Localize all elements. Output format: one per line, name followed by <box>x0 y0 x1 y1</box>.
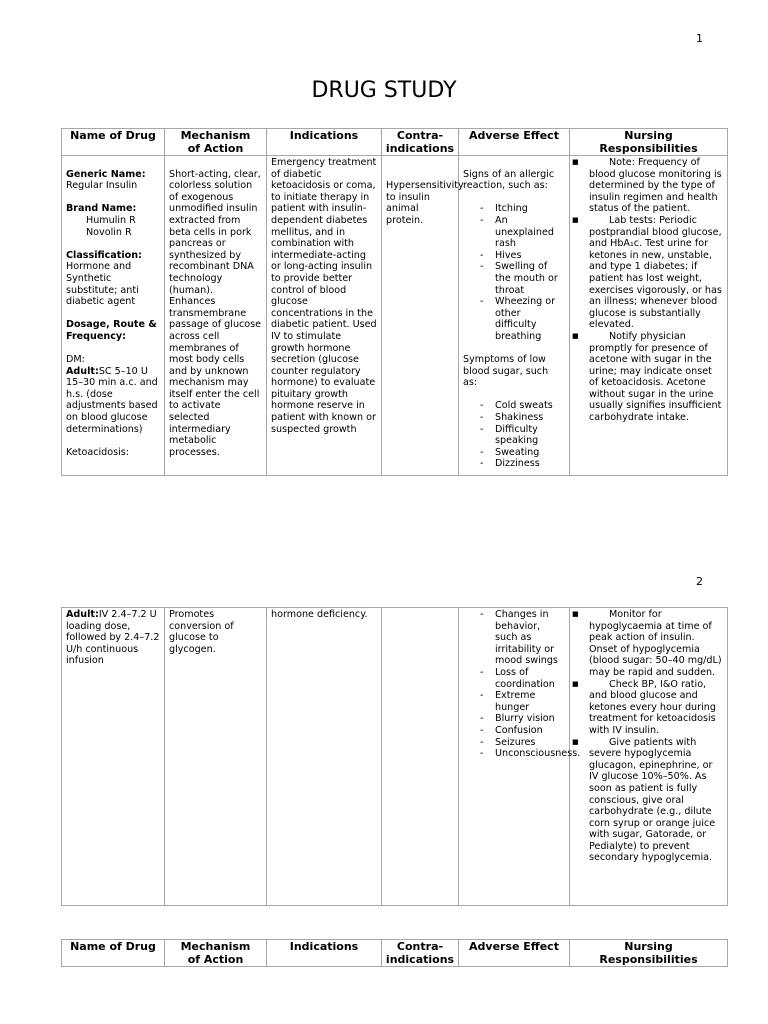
list-item: ■ Check BP, I&O ratio, and blood glucose and ketones every hour during treatment for ketoacidosis with IV insulin. <box>572 678 716 736</box>
generic-name-label: Generic Name: <box>66 168 146 180</box>
header-contraindications: Contra- indications <box>382 129 459 156</box>
page-number: 1 <box>696 32 703 45</box>
brand-name-label: Brand Name: <box>66 203 137 215</box>
list-item: - Itching <box>463 203 565 215</box>
bullet-icon: ■ <box>572 158 579 166</box>
list-item: - Loss of coordination <box>463 667 565 690</box>
cell-name-of-drug <box>62 608 165 906</box>
contraindications-text: Hypersensitivity to insulin animal protein. <box>386 180 464 226</box>
header-indications: Indications <box>267 129 382 156</box>
list-item: ■ Note: Frequency of blood glucose monitoring is determined by the type of insulin regimen and health status of the patient. <box>572 157 722 215</box>
list-item: - Seizures <box>463 737 565 749</box>
classification-value: Hormone and Synthetic substitute; anti diabetic agent <box>66 261 139 308</box>
list-item: ■ Give patients with severe hypoglycemia glucagon, epinephrine, or IV glucose 10%–50%. As soon as patient is fully conscious, give oral carbohydrate (e.g., dilute corn syrup or orange juice with sugar, Gatorade, or Pedialyte) to prevent secondary hypoglycemia. <box>572 736 716 864</box>
list-item: - Shakiness <box>463 412 565 424</box>
list-item: - Swelling of the mouth or throat <box>463 261 565 296</box>
header-adverse-effect: Adverse Effect <box>459 940 570 967</box>
cell-contraindications <box>382 156 464 476</box>
cell-mechanism <box>165 156 267 476</box>
drug-study-table-next <box>61 939 728 967</box>
list-item: - Changes in behavior, such as irritability or mood swings <box>463 609 565 667</box>
list-item: - An unexplained rash <box>463 215 565 250</box>
cell-indications <box>267 156 382 476</box>
bullet-icon: ■ <box>572 679 579 688</box>
adult-label: Adult: <box>66 365 99 377</box>
header-name-of-drug: Name of Drug <box>62 129 165 156</box>
generic-name-value: Regular Insulin <box>66 180 138 192</box>
indications-text: hormone deficiency. <box>271 609 368 620</box>
adult-label: Adult: <box>66 609 99 620</box>
header-indications: Indications <box>267 940 382 967</box>
mechanism-text: Promotes conversion of glucose to glycogen. <box>169 609 234 655</box>
adult-dose: SC 5–10 U 15–30 min a.c. and h.s. (dose adjustments based on blood glucose determinations) <box>66 365 158 435</box>
page-number: 2 <box>696 575 703 588</box>
list-item: - Extreme hunger <box>463 690 565 713</box>
page-title: DRUG STUDY <box>311 78 457 103</box>
brand-name-2: Novolin R <box>86 226 132 238</box>
header-mechanism: Mechanism of Action <box>165 940 267 967</box>
ketoacidosis-label: Ketoacidosis: <box>66 446 130 458</box>
header-adverse-effect: Adverse Effect <box>459 129 570 156</box>
list-item: - Difficulty speaking <box>463 424 565 447</box>
list-item: - Confusion <box>463 725 565 737</box>
header-nursing: Nursing Responsibilities <box>570 940 728 967</box>
cell-adverse-effect <box>459 608 581 906</box>
brand-name-1: Humulin R <box>86 214 136 226</box>
list-item: - Dizziness <box>463 458 565 470</box>
list-item: ■ Lab tests: Periodic postprandial blood glucose, and HbA₁c. Test urine for ketones in new, unstable, and type 1 diabetes; if patient has lost weight, exercises vigorously, or has an illness; whenever blood glucose is substantially elevated. <box>572 214 722 331</box>
adverse-low-sugar-list <box>463 400 565 470</box>
bullet-icon: ■ <box>572 215 579 224</box>
list-item: - Unconsciousness. <box>463 748 565 760</box>
cell-nursing <box>570 156 728 476</box>
drug-study-table-continued <box>61 607 728 906</box>
adverse-low-sugar-intro: Symptoms of low blood sugar, such as: <box>463 354 549 389</box>
classification-label: Classification: <box>66 249 142 261</box>
table-row <box>62 156 728 476</box>
header-mechanism: Mechanism of Action <box>165 129 267 156</box>
header-contraindications: Contra- indications <box>382 940 459 967</box>
indications-text: Emergency treatment of diabetic ketoacidosis or coma, to initiate therapy in patient with insulin-dependent diabetes mellitus, and in combination with intermediate-acting or long-acting insulin to provide better control of blood glucose concentrations in the diabetic patient. Used IV to stimulate growth hormone secretion (glucose counter regulatory hormone) to evaluate pituitary growth hormone reserve in patient with known or suspected growth <box>271 157 377 435</box>
table-row <box>62 608 728 906</box>
table-header-row <box>62 129 728 156</box>
nursing-list <box>572 609 723 864</box>
mechanism-text: Short-acting, clear, colorless solution of exogenous unmodified insulin extracted from beta cells in pork pancreas or synthesized by recombinant DNA technology (human). Enhances transmembrane passage of glucose across cell membranes of most body cells and by unknown mechanism may itself enter the cell to activate selected intermediary metabolic processes. <box>169 168 262 458</box>
cell-nursing <box>570 608 728 906</box>
list-item: ■ Notify physician promptly for presence of acetone with sugar in the urine; may indicate onset of ketoacidosis. Acetone without sugar in the urine usually signifies insufficient carbohydrate intake. <box>572 330 722 424</box>
nursing-list <box>572 157 723 424</box>
cell-mechanism <box>165 608 267 906</box>
list-item: - Blurry vision <box>463 713 565 725</box>
list-item: ■ Monitor for hypoglycaemia at time of peak action of insulin. Onset of hypoglycemia (blood sugar: 50–40 mg/dL) may be rapid and sudden. <box>572 609 722 678</box>
drug-study-table <box>61 128 728 476</box>
bullet-icon: ■ <box>572 610 579 618</box>
cell-indications <box>267 608 382 906</box>
cell-contraindications <box>382 608 459 906</box>
bullet-icon: ■ <box>572 737 579 746</box>
cell-name-of-drug <box>62 156 165 476</box>
adult-iv-dose: IV 2.4–7.2 U loading dose, followed by 2.4–7.2 U/h continuous infusion <box>66 609 160 667</box>
list-item: - Cold sweats <box>463 400 565 412</box>
list-item: - Wheezing or other difficulty breathing <box>463 296 565 342</box>
adverse-allergic-intro: Signs of an allergic reaction, such as: <box>463 168 555 192</box>
table-header-row <box>62 940 728 967</box>
bullet-icon: ■ <box>572 331 579 340</box>
list-item: - Hives <box>463 250 565 262</box>
cell-adverse-effect <box>459 156 570 476</box>
header-nursing: Nursing Responsibilities <box>570 129 728 156</box>
header-name-of-drug: Name of Drug <box>62 940 165 967</box>
dm-label: DM: <box>66 354 85 366</box>
adverse-list <box>463 609 581 760</box>
list-item: - Sweating <box>463 447 565 459</box>
adverse-allergic-list <box>463 203 565 342</box>
dosage-label: Dosage, Route & Frequency: <box>66 319 157 342</box>
